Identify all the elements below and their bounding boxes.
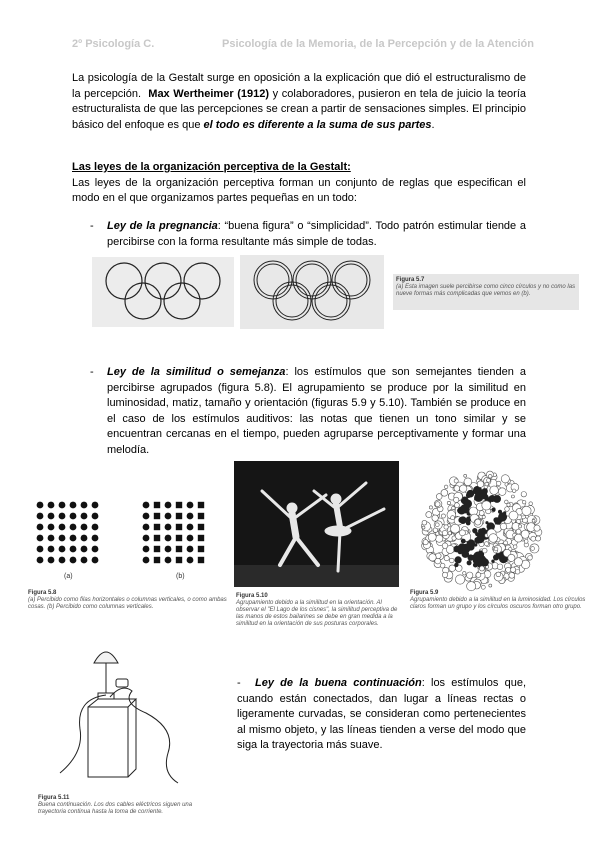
dot: [48, 513, 55, 520]
dot: [59, 502, 66, 509]
intro-paragraph: [72, 71, 526, 133]
plate-circle: [458, 517, 464, 523]
plate-circle: [489, 495, 496, 502]
square: [176, 524, 182, 530]
dot: [92, 535, 99, 542]
plate-circle: [532, 519, 535, 522]
dot: [48, 535, 55, 542]
square: [198, 513, 204, 519]
olympic-rings-b-image: [240, 255, 384, 329]
plate-circle: [467, 572, 473, 578]
plate-circle: [422, 520, 427, 525]
plate-circle: [426, 512, 432, 518]
dot: [70, 513, 77, 520]
intro-end: .: [431, 118, 435, 131]
dot: [92, 557, 99, 564]
plate-circle: [455, 556, 462, 563]
square: [176, 546, 182, 552]
plate-circle: [458, 549, 463, 554]
plate-circle: [501, 516, 506, 521]
plate-circle: [444, 525, 448, 529]
law1-paragraph: [107, 219, 526, 250]
dot: [37, 557, 44, 564]
dot: [70, 546, 77, 553]
figure-5-11-text: Buena continuación. Los dos cables eléctricos siguen una trayectoria continua hasta la toma de corriente.: [38, 802, 193, 815]
plate-circle: [436, 494, 442, 500]
law2-text: : los estímulos que son semejantes tienden a percibirse agrupados (figura 5.8). El agrupamiento se produce por la similitud en luminosidad, matiz, tamaño y orientación (figuras 5.9 y 5.10). También se produce en el caso de los estímulos auditivos: las notas que tienen un tono similar y se encuentran cercanas en el tiempo, pueden agruparse perceptivamente y formar una melodía.: [107, 366, 526, 456]
plate-circle: [474, 543, 477, 546]
dot: [59, 535, 66, 542]
plate-circle: [487, 479, 491, 483]
plate-circle: [523, 501, 526, 504]
dot: [48, 546, 55, 553]
dot: [92, 513, 99, 520]
plate-circle: [464, 478, 472, 486]
plate-circle: [513, 545, 517, 549]
dot: [165, 502, 172, 509]
dot: [48, 524, 55, 531]
figure-5-7-caption: [396, 277, 576, 298]
plate-circle: [501, 475, 509, 483]
dot: [143, 502, 150, 509]
square: [198, 524, 204, 530]
figure-5-9-text: Agrupamiento debido a la similitud en la luminosidad. Los círculos claros forman un grupo y los círculos oscuros forman otro grupo.: [410, 597, 586, 610]
plate-circle: [516, 529, 521, 534]
figure-5-9-title: Figura 5.9: [410, 590, 439, 596]
plate-circle: [460, 485, 467, 492]
dot: [165, 557, 172, 564]
plate-circle: [509, 572, 515, 578]
plate-circle: [504, 541, 508, 545]
plate-circle: [463, 572, 466, 575]
plate-circle: [484, 562, 488, 566]
plate-circle: [422, 526, 425, 529]
square: [176, 557, 182, 563]
dot: [81, 513, 88, 520]
plate-circle: [436, 535, 443, 542]
plate-circle: [491, 560, 494, 563]
plate-circle: [508, 554, 515, 561]
plate-circle: [475, 519, 481, 525]
plate-circle: [450, 558, 455, 563]
square: [176, 513, 182, 519]
plate-circle: [466, 517, 471, 522]
plate-circle: [476, 572, 481, 577]
square: [154, 535, 160, 541]
laws-heading: Las leyes de la organización perceptiva de la Gestalt:: [72, 161, 351, 173]
plate-circle: [455, 575, 464, 584]
plate-circle: [464, 474, 467, 477]
plate-circle: [505, 507, 510, 512]
square: [198, 557, 204, 563]
law3-title: Ley de la buena continuación: [255, 677, 422, 689]
square: [154, 524, 160, 530]
plate-circle: [536, 536, 541, 541]
square: [198, 502, 204, 508]
square: [198, 535, 204, 541]
plate-circle: [476, 535, 484, 543]
plate-circle: [423, 540, 428, 545]
plate-circle: [454, 497, 459, 502]
plate-circle: [497, 481, 501, 485]
plate-circle: [444, 556, 449, 561]
plate-circle: [481, 585, 485, 589]
dot: [70, 502, 77, 509]
laws-section: [72, 160, 526, 207]
header-left: 2º Psicología C.: [72, 38, 155, 50]
intro-part1: La psicología de la Gestalt surge en oposición a la explicación que dió el estructuralismo de la percepción.: [72, 72, 526, 100]
plate-circle: [448, 532, 451, 535]
plate-circle: [466, 493, 471, 498]
plate-circle: [459, 530, 465, 536]
plate-circle: [509, 511, 518, 520]
figure-5-10-caption: [236, 593, 404, 628]
square: [176, 535, 182, 541]
plate-circle: [524, 540, 528, 544]
dot: [70, 557, 77, 564]
dot: [165, 535, 172, 542]
plate-circle: [442, 543, 448, 549]
plate-circle: [534, 525, 540, 531]
dot: [187, 513, 194, 520]
plate-circle: [461, 539, 466, 544]
plate-circle: [522, 506, 531, 515]
figure-5-10-text: Agrupamiento debido a la similitud en la orientación. Al observar el "El Lago de los cisnes", la similitud perceptiva de las manos de estos bailarines se debe en gran medida a la similitud en la orientación de sus posturas corporales.: [236, 600, 398, 627]
square: [154, 502, 160, 508]
dot: [59, 546, 66, 553]
plate-circle: [479, 511, 484, 516]
figure-5-11-image: [36, 633, 194, 793]
law3-paragraph: [237, 676, 526, 754]
plate-circle: [494, 547, 498, 551]
figure-5-8-title: Figura 5.8: [28, 590, 57, 596]
square: [154, 557, 160, 563]
plate-circle: [490, 486, 499, 495]
plate-circle: [477, 481, 484, 488]
header-right: Psicología de la Memoria, de la Percepción y de la Atención: [222, 38, 534, 50]
dot: [59, 524, 66, 531]
plate-circle: [432, 515, 438, 521]
law3-text: : los estímulos que, cuando están conectados, dan lugar a líneas rectas o ligeramente curvadas, se consideran como pertenecientes al mismo objeto, y las líneas tienden a verse del modo que siga la trayectoria más suave.: [237, 677, 526, 751]
figure-5-11-caption: [38, 795, 208, 816]
plate-circle: [429, 554, 436, 561]
dot: [165, 513, 172, 520]
square: [198, 546, 204, 552]
plate-circle: [507, 503, 510, 506]
law1-title: Ley de la pregnancia: [107, 220, 218, 232]
plate-circle: [447, 501, 450, 504]
dot: [143, 546, 150, 553]
plate-circle: [511, 495, 514, 498]
plate-circle: [485, 521, 488, 524]
figure-5-8-caption: [28, 590, 228, 611]
figure-5-7-a: [92, 257, 234, 327]
dot: [165, 546, 172, 553]
plate-circle: [482, 488, 488, 494]
plate-circle: [506, 567, 511, 572]
plate-circle: [514, 558, 522, 566]
figure-5-8-image: [28, 495, 228, 585]
plate-circle: [428, 533, 436, 541]
dot: [143, 535, 150, 542]
law2-paragraph: [107, 365, 526, 458]
dot: [143, 557, 150, 564]
dot: [48, 557, 55, 564]
square: [154, 546, 160, 552]
dot: [92, 546, 99, 553]
plate-circle: [451, 516, 455, 520]
dot: [143, 524, 150, 531]
figure-5-7-text: (a) Esta imagen suele percibirse como cinco círculos y no como las nueve formas más complicadas que vemos en (b).: [396, 284, 576, 297]
plate-circle: [442, 572, 447, 577]
plate-circle: [485, 482, 489, 486]
plate-circle: [489, 534, 498, 543]
plate-circle: [451, 524, 460, 533]
plate-circle: [454, 563, 458, 567]
plate-circle: [473, 556, 482, 565]
dot: [48, 502, 55, 509]
law1-bullet: -: [90, 220, 94, 232]
plate-circle: [521, 492, 526, 497]
laws-intro: Las leyes de la organización perceptiva forman un conjunto de reglas que especifican el modo en el que organizamos partes pequeñas en un todo:: [72, 176, 526, 204]
law2-title: Ley de la similitud o semejanza: [107, 366, 286, 378]
dot: [81, 524, 88, 531]
dot: [59, 557, 66, 564]
dot: [187, 557, 194, 564]
lamp-cables-image: [36, 633, 194, 793]
plate-circle: [488, 474, 492, 478]
plate-circle: [467, 560, 472, 565]
plate-circle: [531, 536, 536, 541]
plate-circle: [515, 570, 520, 575]
figure-5-10-photo: [234, 461, 399, 587]
olympic-rings-a-image: [92, 257, 234, 327]
dot: [70, 524, 77, 531]
dot: [37, 502, 44, 509]
dot: [143, 513, 150, 520]
plate-circle: [519, 525, 522, 528]
plate-circle: [440, 563, 445, 568]
intro-part2: y colaboradores, pusieron en tela de juicio la teoría estructuralista de que las percepciones se crean a partir de sensaciones simples. El principio básico del enfoque es que: [72, 87, 526, 131]
law1-text: : “buena figura” o “simplicidad”. Todo patrón estimular tiende a percibirse con la forma resultante más simple de todas.: [107, 220, 526, 248]
plate-circle: [429, 506, 432, 509]
figure-5-8-label-b: (b): [176, 573, 185, 580]
plate-circle: [474, 497, 477, 500]
figure-5-9-image: [418, 468, 544, 594]
figure-5-8-text: (a) Percibido como filas horizontales o columnas verticales, o como ambas cosas. (b) Percibido como columnas verticales.: [28, 597, 227, 610]
plate-circle: [482, 548, 487, 553]
dot: [81, 535, 88, 542]
plate-circle: [484, 542, 488, 546]
figure-5-11-title: Figura 5.11: [38, 795, 70, 801]
plate-circle: [482, 515, 485, 518]
plate-circle: [460, 504, 469, 513]
plate-circle: [441, 514, 445, 518]
figure-5-10-title: Figura 5.10: [236, 593, 268, 599]
plate-circle: [514, 534, 522, 542]
plate-circle: [435, 502, 440, 507]
plate-circle: [497, 564, 503, 570]
plate-circle: [489, 584, 492, 587]
plate-circle: [531, 547, 535, 551]
plate-circle: [529, 502, 533, 506]
figure-5-8-label-a: (a): [64, 573, 73, 580]
dot: [37, 546, 44, 553]
dot: [165, 524, 172, 531]
plate-circle: [500, 523, 507, 530]
figure-5-9-caption: [410, 590, 590, 611]
plate-circle: [482, 501, 491, 510]
plate-circle: [435, 523, 439, 527]
dot: [70, 535, 77, 542]
plate-circle: [498, 488, 506, 496]
intro-author: Max Wertheimer (1912): [148, 87, 270, 100]
dot: [37, 513, 44, 520]
dot: [187, 524, 194, 531]
plate-circle: [492, 508, 496, 512]
plate-circle: [442, 530, 447, 535]
dot: [81, 502, 88, 509]
law3-bullet: -: [237, 677, 241, 689]
intro-principle: el todo es diferente a la suma de sus partes: [203, 118, 432, 131]
plate-circle: [454, 503, 459, 508]
square: [154, 513, 160, 519]
square: [176, 502, 182, 508]
dot: [92, 502, 99, 509]
ishihara-plate-image: [418, 468, 544, 594]
dot-grids: [28, 495, 228, 585]
figure-5-7-title: Figura 5.7: [396, 277, 425, 283]
plate-circle: [512, 489, 516, 493]
plate-circle: [511, 567, 516, 572]
dot: [81, 557, 88, 564]
dot: [59, 513, 66, 520]
dot: [37, 535, 44, 542]
plate-circle: [479, 566, 484, 571]
plate-circle: [454, 486, 460, 492]
ballet-dancers-image: [234, 461, 399, 587]
plate-circle: [496, 572, 501, 577]
dot: [187, 546, 194, 553]
figure-5-7-b: [240, 255, 384, 329]
dot: [92, 524, 99, 531]
plate-circle: [444, 485, 448, 489]
dot: [187, 535, 194, 542]
dot: [187, 502, 194, 509]
dot: [37, 524, 44, 531]
plate-circle: [528, 556, 533, 561]
dot: [81, 546, 88, 553]
law2-bullet: -: [90, 366, 94, 378]
